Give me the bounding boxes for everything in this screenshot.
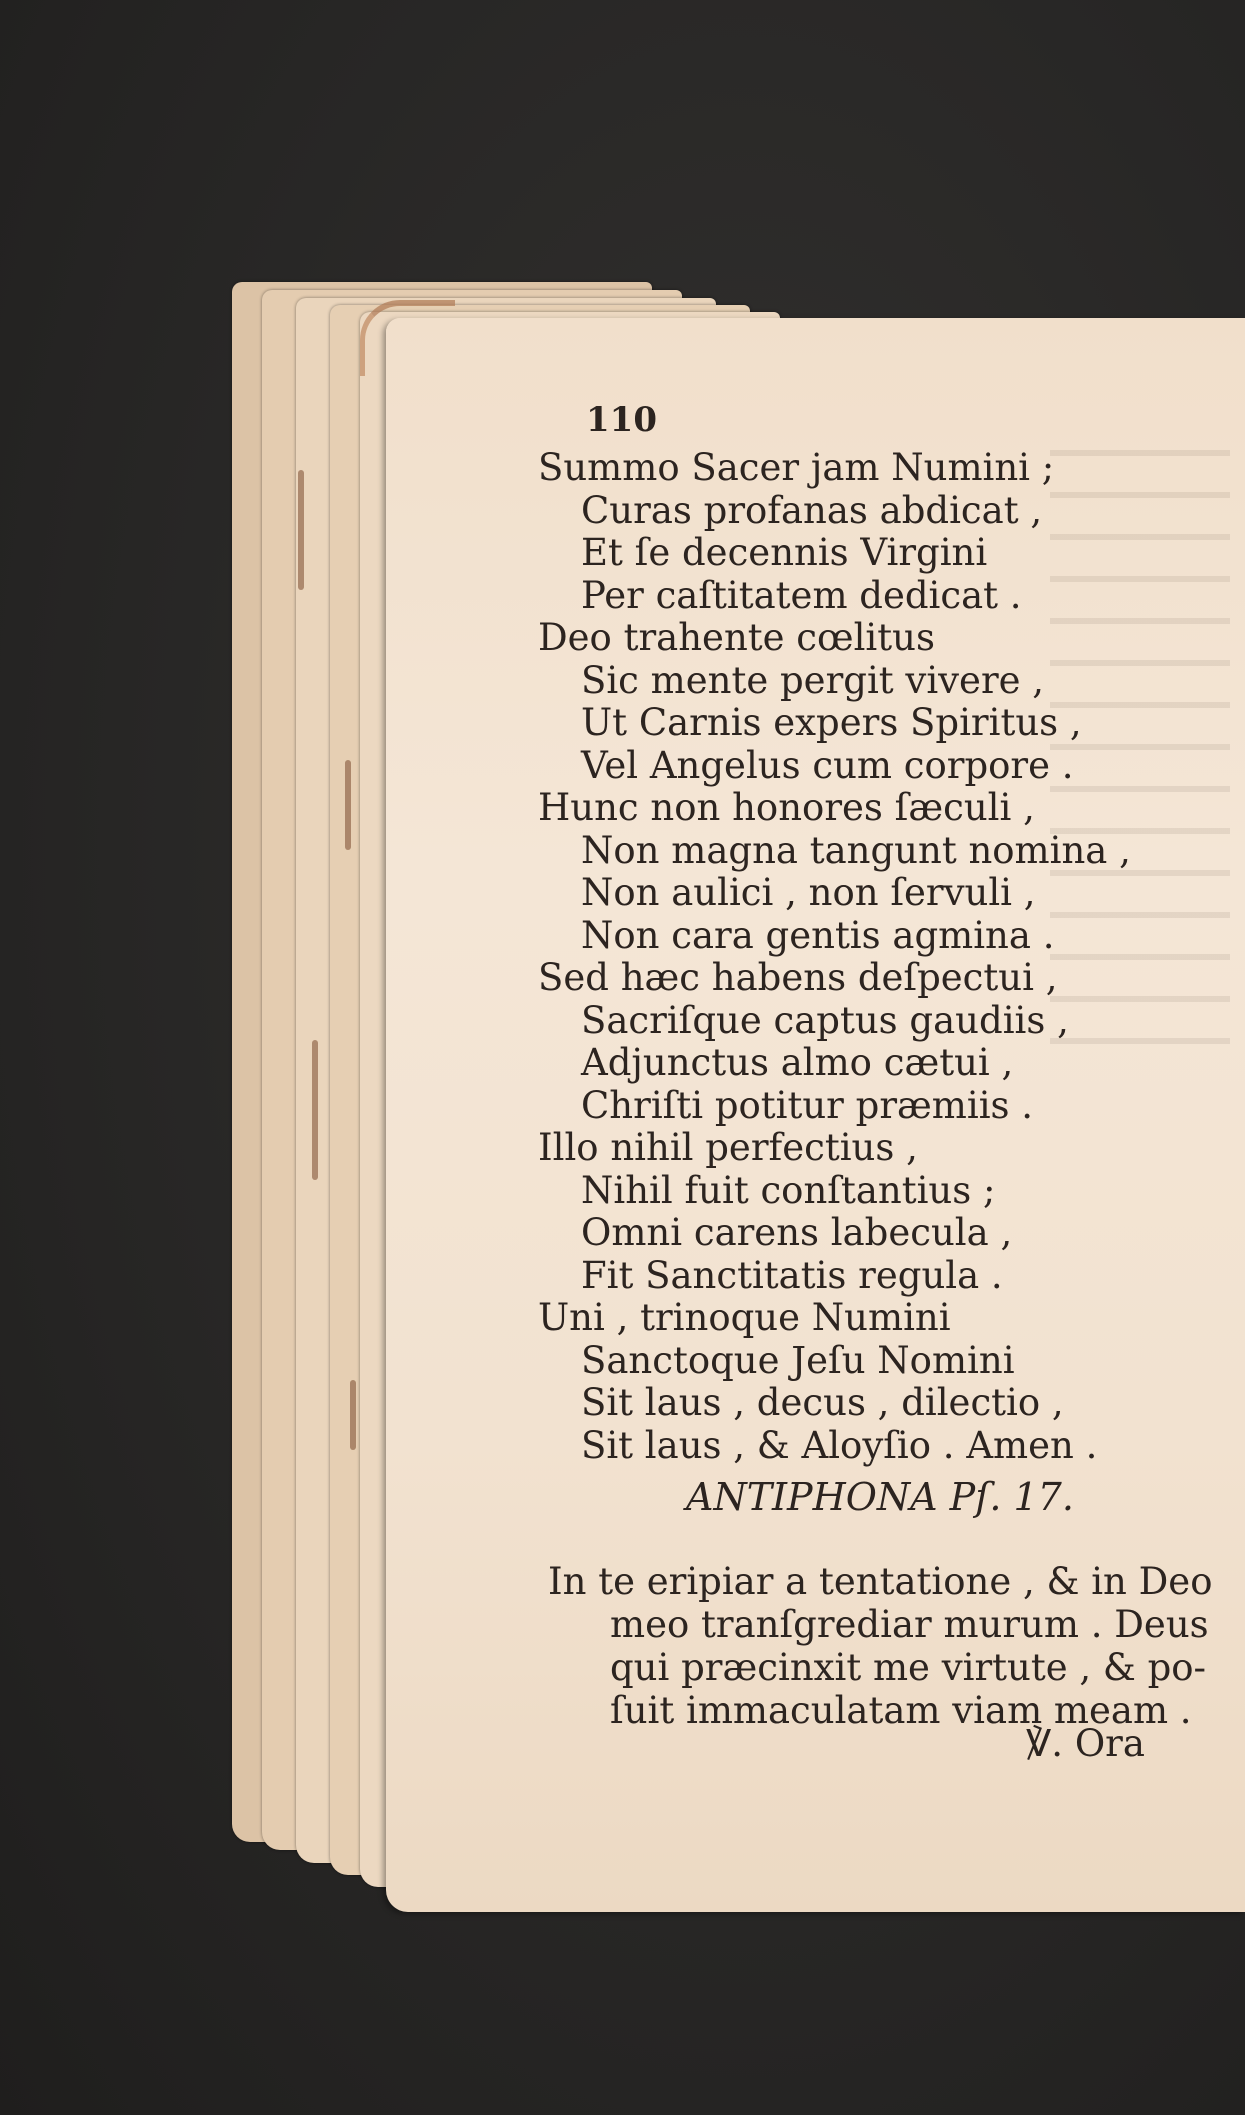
verse-line: Sit laus , & Aloyſio . Amen . (581, 1423, 1098, 1467)
verse-line: Summo Sacer jam Numini ; (538, 446, 1055, 489)
edge-stain (345, 760, 351, 850)
verse-line: Curas profanas abdicat , (581, 488, 1043, 532)
antiphon-text (548, 1560, 1213, 1732)
verse-line: Nihil fuit conſtantius ; (581, 1168, 996, 1212)
antiphon-heading: ANTIPHONA Pſ. 17. (686, 1475, 1074, 1519)
verse-line: Per caſtitatem dedicat . (581, 573, 1022, 617)
verse-line: Illo nihil perfectius , (538, 1126, 918, 1169)
verse-line: Et ſe decennis Virgini (581, 531, 988, 574)
antiphon-line: meo tranſgrediar murum . Deus (610, 1603, 1209, 1646)
antiphon-line: ſuit immaculatam viam meam . (610, 1689, 1192, 1732)
verse-line: Hunc non honores ſæculi , (538, 786, 1035, 829)
verse-line: Adjunctus almo cætui , (581, 1041, 1014, 1084)
verse-line: Sed hæc habens deſpectui , (538, 956, 1058, 999)
verse-line: Chriſti potitur præmiis . (581, 1083, 1034, 1127)
verse-line: Sacriſque captus gaudiis , (581, 998, 1069, 1042)
verse-line: Fit Sanctitatis regula . (581, 1253, 1003, 1297)
verse-line: Vel Angelus cum corpore . (581, 743, 1074, 787)
edge-stain (298, 470, 304, 590)
verse-line: Sanctoque Jeſu Nomini (581, 1338, 1015, 1382)
verse-line: Sit laus , decus , dilectio , (581, 1381, 1064, 1424)
verse-line: Non magna tangunt nomina , (581, 828, 1131, 872)
catchword: ℣. Ora (1026, 1722, 1145, 1765)
verse-line: Ut Carnis expers Spiritus , (581, 701, 1082, 744)
verse-line: Non aulici , non ſervuli , (581, 871, 1036, 914)
verse-line: Non cara gentis agmina . (581, 913, 1055, 957)
edge-stain (312, 1040, 318, 1180)
page-curl (360, 300, 455, 376)
verse-line: Omni carens labecula , (581, 1211, 1013, 1254)
antiphon-line: qui præcinxit me virtute , & po- (610, 1646, 1207, 1689)
edge-stain (350, 1380, 356, 1450)
verse-line: Deo trahente cœlitus (538, 616, 935, 659)
page-number: 110 (586, 400, 657, 440)
hymn-verses (538, 447, 1131, 1467)
antiphon-line: In te eripiar a tentatione , & in Deo (548, 1560, 1213, 1603)
verse-line: Uni , trinoque Numini (538, 1296, 951, 1339)
verse-line: Sic mente pergit vivere , (581, 658, 1045, 702)
